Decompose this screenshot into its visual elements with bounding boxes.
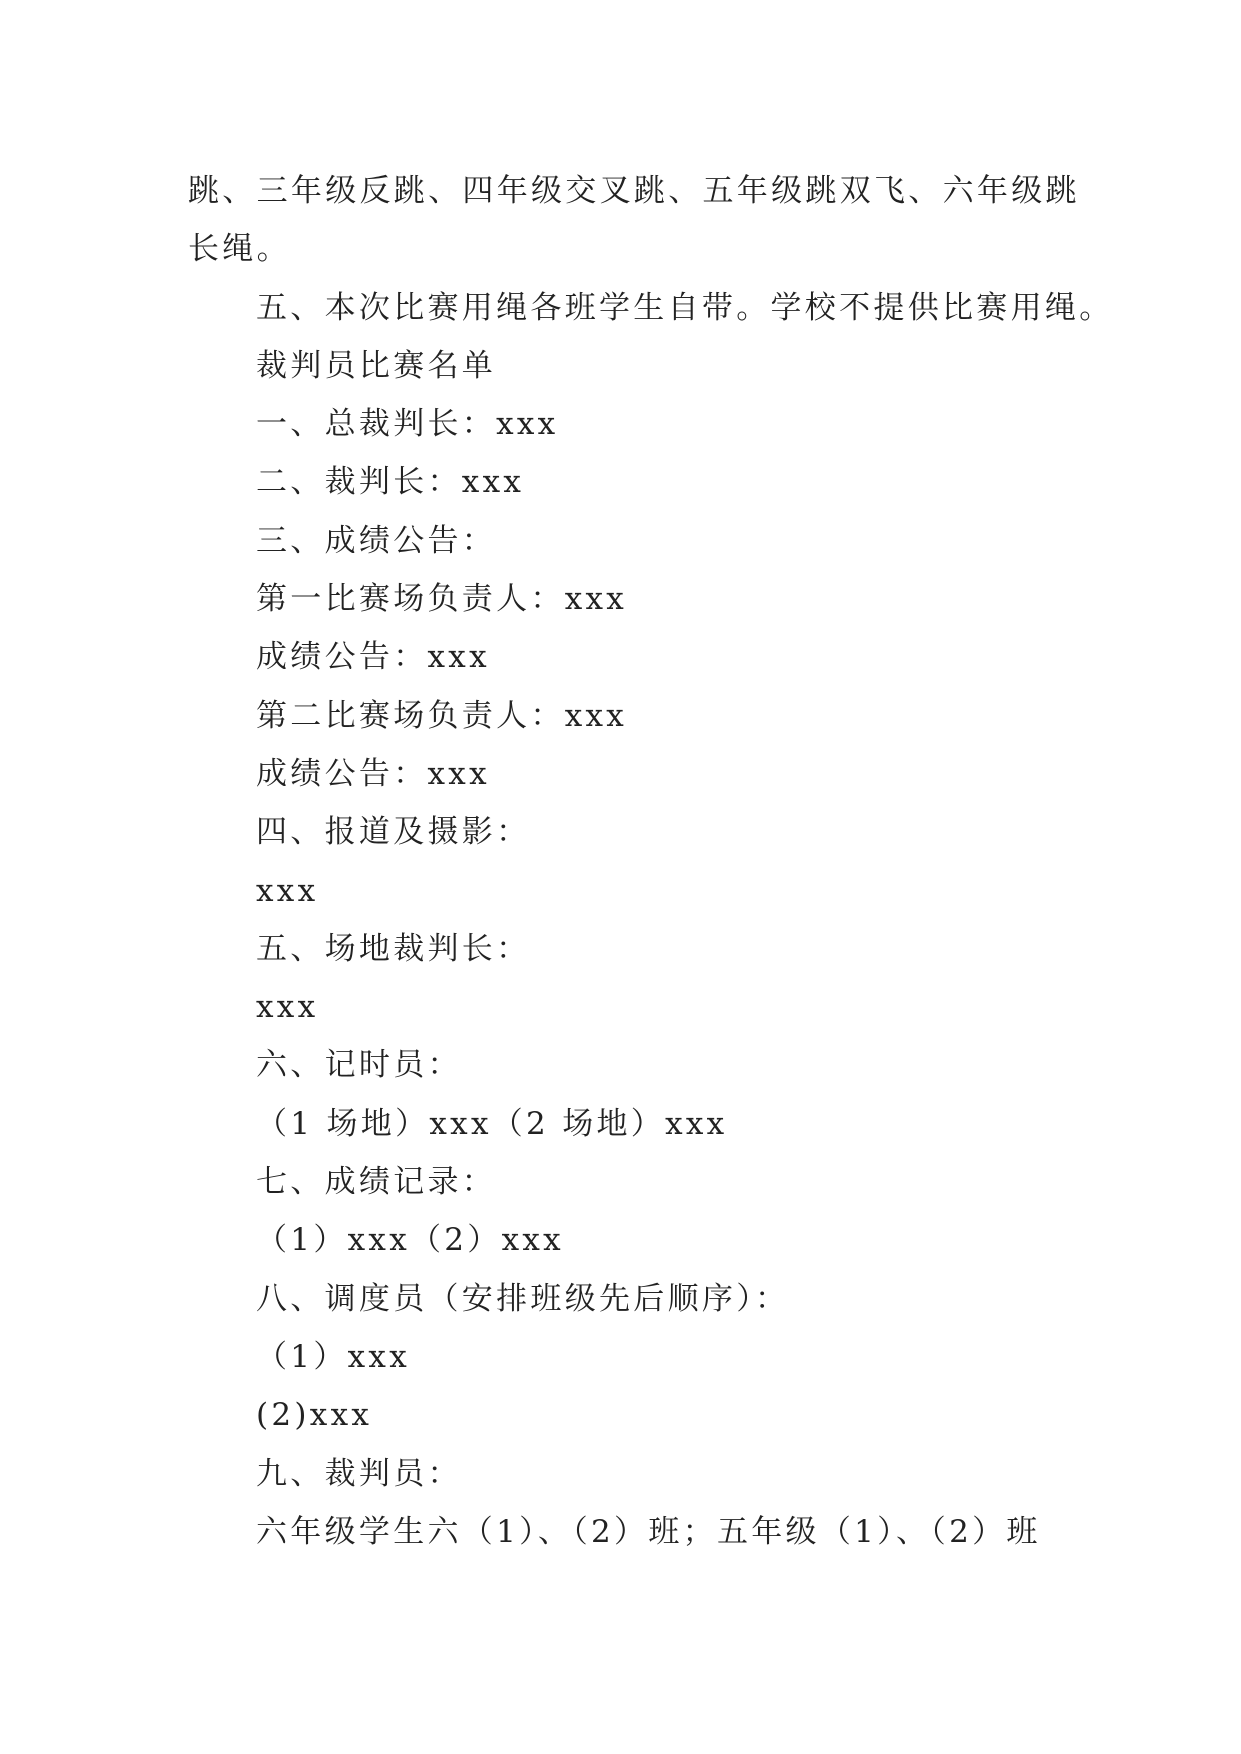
list-item: 六年级学生六（1）、（2）班；五年级（1）、（2）班: [256, 1513, 1041, 1550]
list-item: (2)xxx: [256, 1397, 373, 1434]
list-item: （1）xxx（2）xxx: [256, 1222, 564, 1259]
paragraph-line: 跳、三年级反跳、四年级交叉跳、五年级跳双飞、六年级跳: [188, 173, 1080, 209]
list-item: 第一比赛场负责人：xxx: [256, 581, 628, 618]
list-item: xxx: [256, 872, 319, 909]
list-item: 二、裁判长：xxx: [256, 464, 525, 501]
list-item: xxx: [256, 989, 319, 1026]
list-item: 五、场地裁判长：: [256, 930, 531, 967]
list-item: 六、记时员：: [256, 1047, 462, 1084]
list-item: （1 场地）xxx（2 场地）xxx: [256, 1105, 728, 1142]
list-item: （1）xxx: [256, 1338, 410, 1375]
list-item: 成绩公告：xxx: [256, 755, 490, 792]
list-item: 第二比赛场负责人：xxx: [256, 697, 628, 734]
document-body: [188, 162, 1114, 1561]
list-item: 四、报道及摄影：: [256, 814, 531, 851]
list-item: 八、调度员（安排班级先后顺序）：: [256, 1280, 790, 1317]
list-item: 三、成绩公告：: [256, 522, 497, 559]
paragraph-line: 长绳。: [188, 231, 291, 268]
list-item: 一、总裁判长：xxx: [256, 406, 559, 443]
list-item: 七、成绩记录：: [256, 1164, 497, 1201]
list-item: 成绩公告：xxx: [256, 639, 490, 676]
section-heading: 裁判员比赛名单: [256, 347, 497, 384]
list-item: 九、裁判员：: [256, 1455, 462, 1492]
paragraph-line: 五、本次比赛用绳各班学生自带。学校不提供比赛用绳。: [256, 289, 1114, 326]
